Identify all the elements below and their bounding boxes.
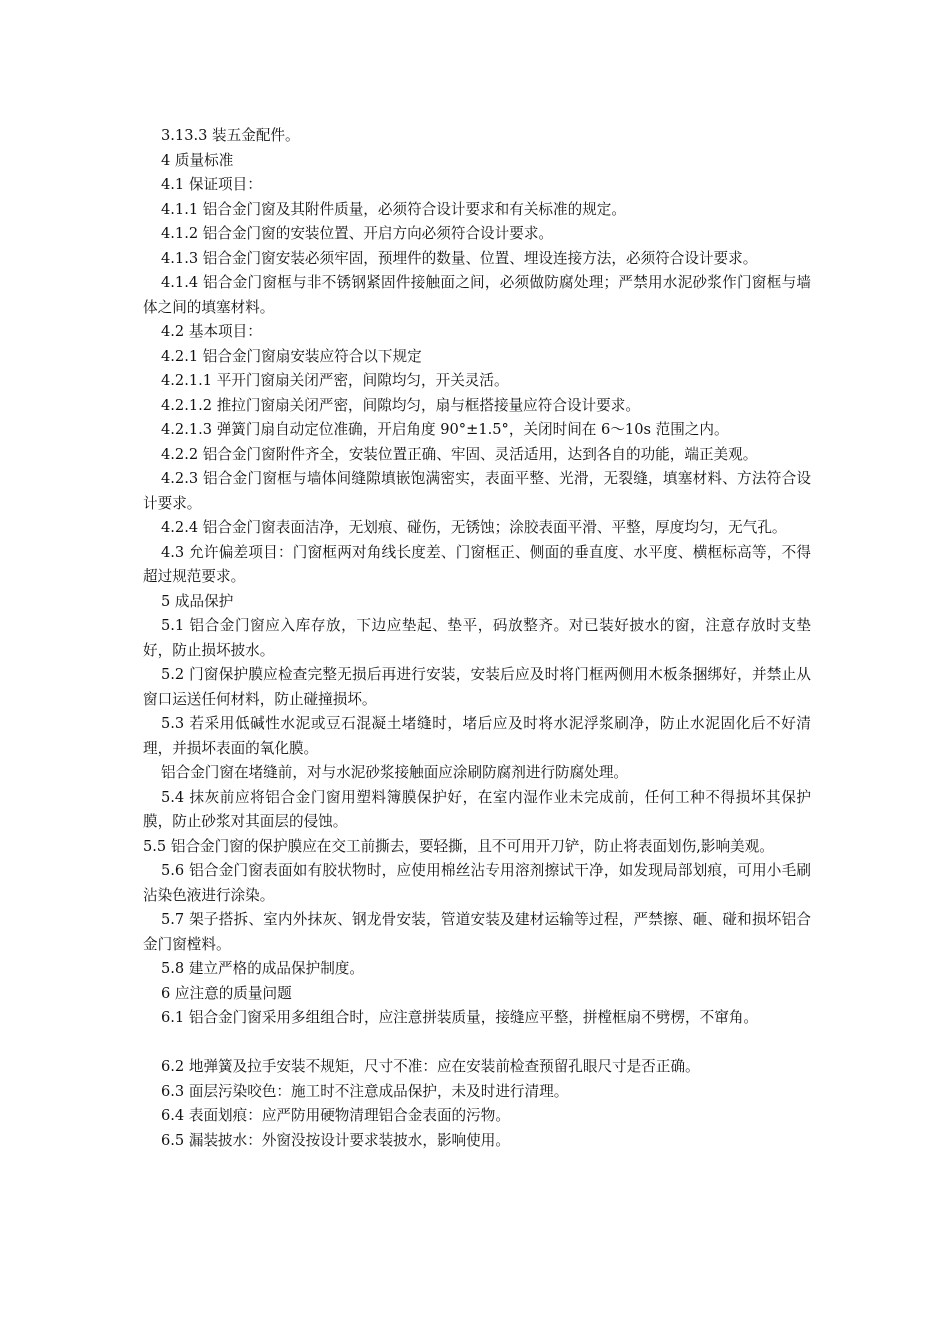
paragraph-5-1: 5.1 铝合金门窗应入库存放，下边应垫起、垫平，码放整齐。对已装好披水的窗，注意存放时支垫好，防止损坏披水。 [143, 617, 811, 659]
paragraph-3-13-3: 3.13.3 装五金配件。 [161, 127, 300, 144]
paragraph-4-2-2: 4.2.2 铝合金门窗附件齐全，安装位置正确、牢固、灵活适用，达到各自的功能，端正美观。 [161, 445, 758, 463]
paragraph-4-2-1-3: 4.2.1.3 弹簧门扇自动定位准确，开启角度 90°±1.5°，关闭时间在 6～10s 范围之内。 [161, 421, 729, 438]
subsection-heading-4-1: 4.1 保证项目： [161, 176, 262, 193]
paragraph-6-3: 6.3 面层污染咬色：施工时不注意成品保护，未及时进行清理。 [161, 1082, 569, 1100]
paragraph-4-2-1-2: 4.2.1.2 推拉门窗扇关闭严密，间隙均匀，扇与框搭接量应符合设计要求。 [161, 396, 640, 414]
paragraph-5-7: 5.7 架子搭拆、室内外抹灰、钢龙骨安装，管道安装及建材运输等过程，严禁擦、砸、碰和损坏铝合金门窗樘料。 [143, 911, 811, 953]
paragraph-4-1-2: 4.1.2 铝合金门窗的安装位置、开启方向必须符合设计要求。 [161, 225, 554, 242]
paragraph-6-4: 6.4 表面划痕：应严防用硬物清理铝合金表面的污物。 [161, 1107, 510, 1124]
paragraph-4-2-4: 4.2.4 铝合金门窗表面洁净，无划痕、碰伤，无锈蚀；涂胶表面平滑、平整，厚度均匀，无气孔。 [161, 519, 787, 536]
section-heading-6: 6 应注意的质量问题 [161, 984, 292, 1002]
paragraph-6-1: 6.1 铝合金门窗采用多组组合时，应注意拼装质量，接缝应平整，拼樘框扇不劈楞，不窜角。 [161, 1009, 759, 1026]
paragraph-5-8: 5.8 建立严格的成品保护制度。 [161, 960, 364, 977]
paragraph-4-2-1: 4.2.1 铝合金门窗扇安装应符合以下规定 [161, 347, 422, 365]
paragraph-5-3: 5.3 若采用低碱性水泥或豆石混凝土堵缝时，堵后应及时将水泥浮浆刷净，防止水泥固化后不好清理，并损坏表面的氧化膜。 [143, 715, 811, 757]
paragraph-6-5: 6.5 漏装披水：外窗没按设计要求装披水，影响使用。 [161, 1131, 510, 1149]
paragraph-4-1-1: 4.1.1 铝合金门窗及其附件质量，必须符合设计要求和有关标准的规定。 [161, 200, 626, 218]
document-body [143, 124, 811, 1153]
paragraph-4-1-4: 4.1.4 铝合金门窗框与非不锈钢紧固件接触面之间，必须做防腐处理；严禁用水泥砂浆作门窗框与墙体之间的填塞材料。 [143, 274, 811, 316]
paragraph-4-2-3: 4.2.3 铝合金门窗框与墙体间缝隙填嵌饱满密实，表面平整、光滑，无裂缝，填塞材料、方法符合设计要求。 [143, 470, 811, 512]
paragraph-5-4: 5.4 抹灰前应将铝合金门窗用塑料簿膜保护好，在室内湿作业未完成前，任何工种不得损坏其保护膜，防止砂浆对其面层的侵蚀。 [143, 788, 811, 830]
paragraph-4-1-3: 4.1.3 铝合金门窗安装必须牢固，预埋件的数量、位置、埋设连接方法，必须符合设计要求。 [161, 249, 758, 267]
paragraph-5-3-note: 铝合金门窗在堵缝前，对与水泥砂浆接触面应涂刷防腐剂进行防腐处理。 [161, 764, 629, 781]
paragraph-5-2: 5.2 门窗保护膜应检查完整无损后再进行安装，安装后应及时将门框两侧用木板条捆绑好，并禁止从窗口运送任何材料，防止碰撞损坏。 [143, 666, 811, 708]
paragraph-6-2: 6.2 地弹簧及拉手安装不规矩，尺寸不准：应在安装前检查预留孔眼尺寸是否正确。 [161, 1058, 700, 1075]
section-heading-4: 4 质量标准 [161, 151, 234, 169]
paragraph-5-5: 5.5 铝合金门窗的保护膜应在交工前撕去，要轻撕，且不可用开刀铲，防止将表面划伤,影响美观。 [143, 837, 774, 855]
section-heading-5: 5 成品保护 [161, 592, 234, 610]
subsection-heading-4-2: 4.2 基本项目： [161, 323, 262, 340]
paragraph-5-6: 5.6 铝合金门窗表面如有胶状物时，应使用棉丝沾专用溶剂擦试干净，如发现局部划痕，可用小毛刷沾染色液进行涂染。 [143, 862, 811, 904]
paragraph-4-3: 4.3 允许偏差项目：门窗框两对角线长度差、门窗框正、侧面的垂直度、水平度、横框标高等，不得超过规范要求。 [143, 543, 811, 585]
paragraph-4-2-1-1: 4.2.1.1 平开门窗扇关闭严密，间隙均匀，开关灵活。 [161, 372, 509, 389]
